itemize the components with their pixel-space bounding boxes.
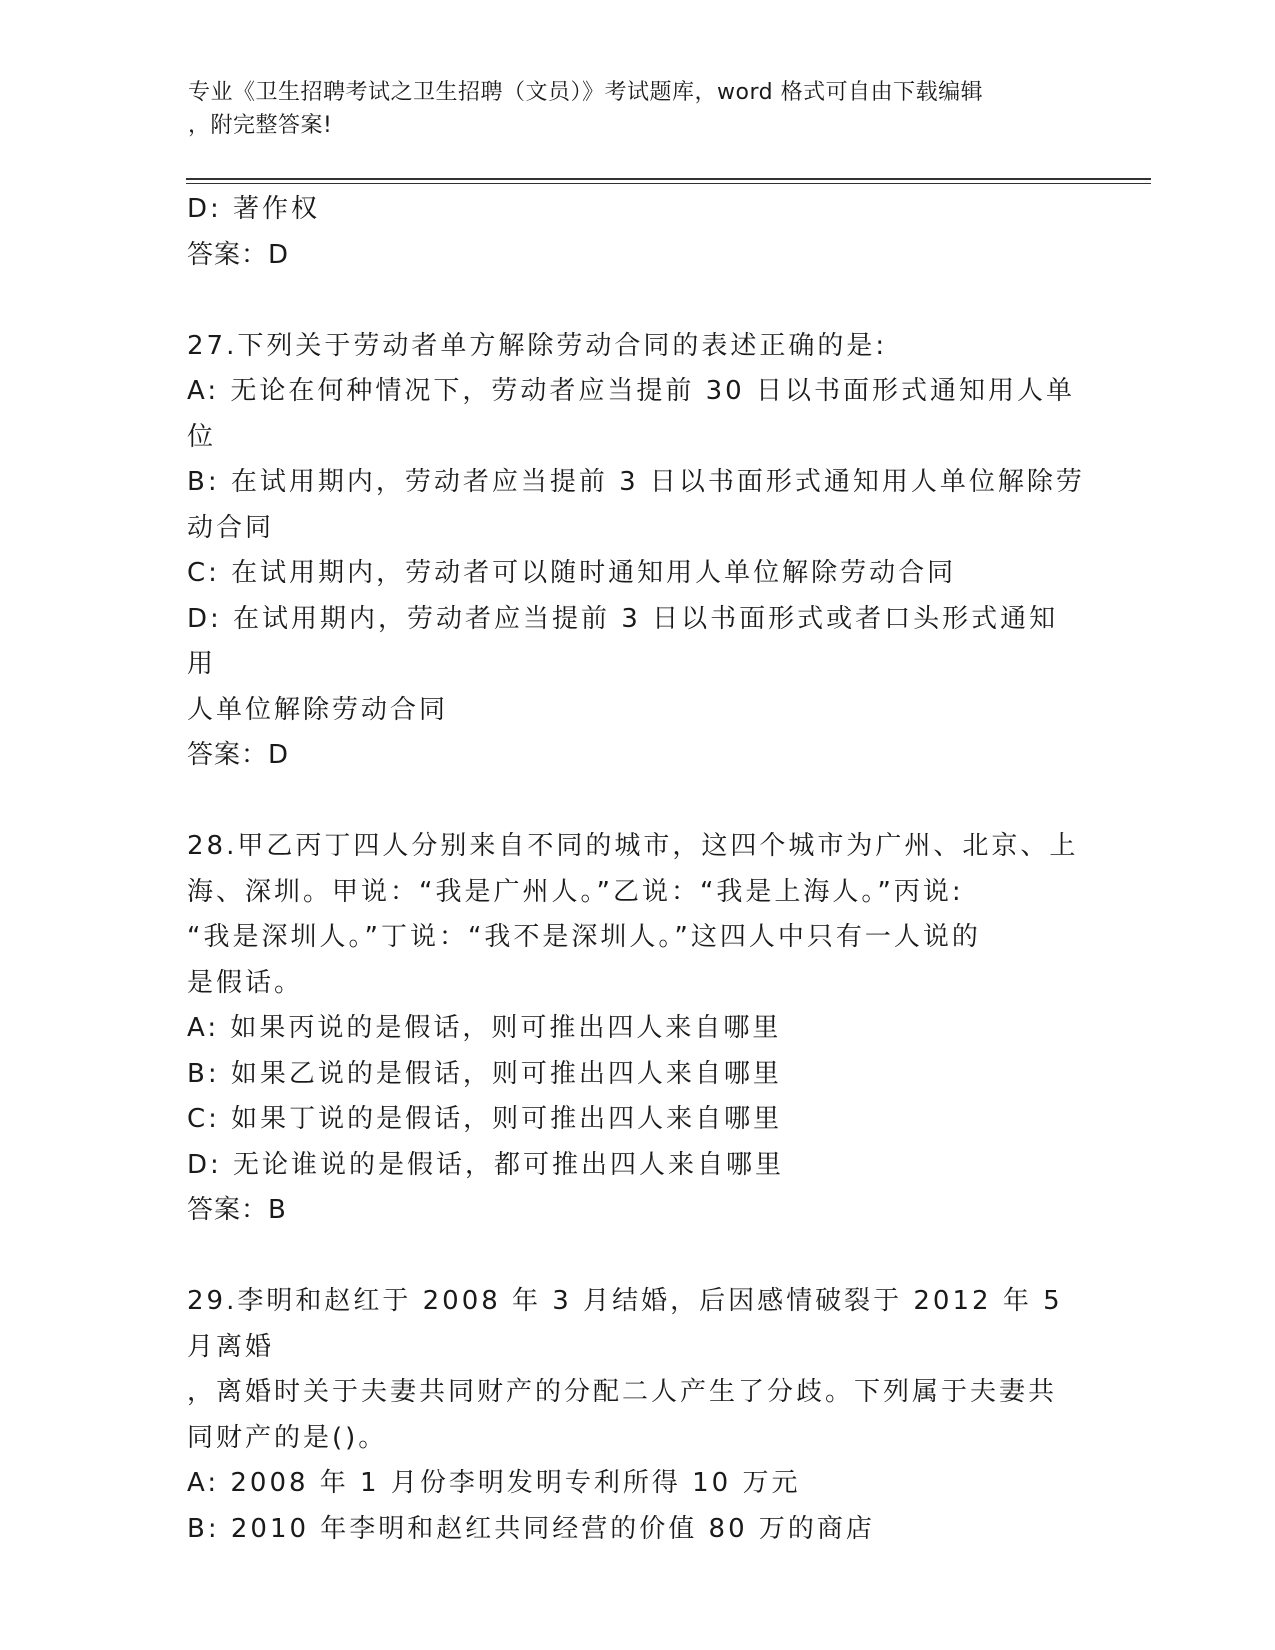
question-content <box>187 187 1087 1552</box>
prev-option-d: D: 著作权 <box>187 194 321 224</box>
q27-option-d-line-2: 人单位解除劳动合同 <box>187 694 449 725</box>
spacer <box>187 779 1087 825</box>
q29-option-b: B: 2010 年李明和赵红共同经营的价值 80 万的商店 <box>187 1513 875 1544</box>
page-header <box>188 76 1088 142</box>
spacer <box>187 278 1087 324</box>
q28-stem-line-2: 海、深圳。甲说：“我是广州人。”乙说：“我是上海人。”丙说: <box>187 876 964 907</box>
q29-stem-line-1: 29.李明和赵红于 2008 年 3 月结婚，后因感情破裂于 2012 年 5 月离婚 <box>187 1286 1063 1362</box>
q29-stem-line-2: ，离婚时关于夫妻共同财产的分配二人产生了分歧。下列属于夫妻共 <box>187 1377 1058 1407</box>
q27-answer: 答案：D <box>187 740 290 770</box>
q29-option-a: A: 2008 年 1 月份李明发明专利所得 10 万元 <box>187 1468 801 1498</box>
q28-option-d: D: 无论谁说的是假话，都可推出四人来自哪里 <box>187 1149 785 1180</box>
q28-stem-line-1: 28.甲乙丙丁四人分别来自不同的城市，这四个城市为广州、北京、上 <box>187 831 1079 861</box>
header-rule-thick <box>186 178 1151 180</box>
header-line-2: ，附完整答案! <box>188 113 333 138</box>
q28-stem-line-3: “我是深圳人。”丁说：“我不是深圳人。”这四人中只有一人说的 <box>187 922 981 952</box>
q28-option-c: C: 如果丁说的是假话，则可推出四人来自哪里 <box>187 1104 783 1134</box>
q28-option-a: A: 如果丙说的是假话，则可推出四人来自哪里 <box>187 1013 782 1043</box>
prev-answer: 答案：D <box>187 239 290 270</box>
q27-option-a-line-1: A: 无论在何种情况下，劳动者应当提前 30 日以书面形式通知用人单 <box>187 376 1075 406</box>
question-29 <box>187 1279 1087 1552</box>
q27-option-d-line-1: D: 在试用期内，劳动者应当提前 3 日以书面形式或者口头形式通知用 <box>187 603 1059 679</box>
q27-stem: 27.下列关于劳动者单方解除劳动合同的表述正确的是: <box>187 330 888 361</box>
header-line-1: 专业《卫生招聘考试之卫生招聘（文员）》考试题库，word 格式可自由下载编辑 <box>188 80 984 105</box>
header-rule-thin <box>186 183 1151 184</box>
q28-option-b: B: 如果乙说的是假话，则可推出四人来自哪里 <box>187 1058 782 1089</box>
q28-answer: 答案：B <box>187 1195 287 1225</box>
q28-stem-line-4: 是假话。 <box>187 967 304 998</box>
q27-option-c: C: 在试用期内，劳动者可以随时通知用人单位解除劳动合同 <box>187 558 957 588</box>
spacer <box>187 1234 1087 1280</box>
question-27 <box>187 324 1087 779</box>
q29-stem-line-3: 同财产的是()。 <box>187 1422 388 1453</box>
q27-option-b-line-2: 动合同 <box>187 512 275 543</box>
q27-option-a-line-2: 位 <box>187 421 217 452</box>
q27-option-b-line-1: B: 在试用期内，劳动者应当提前 3 日以书面形式通知用人单位解除劳 <box>187 467 1085 497</box>
question-28 <box>187 824 1087 1234</box>
